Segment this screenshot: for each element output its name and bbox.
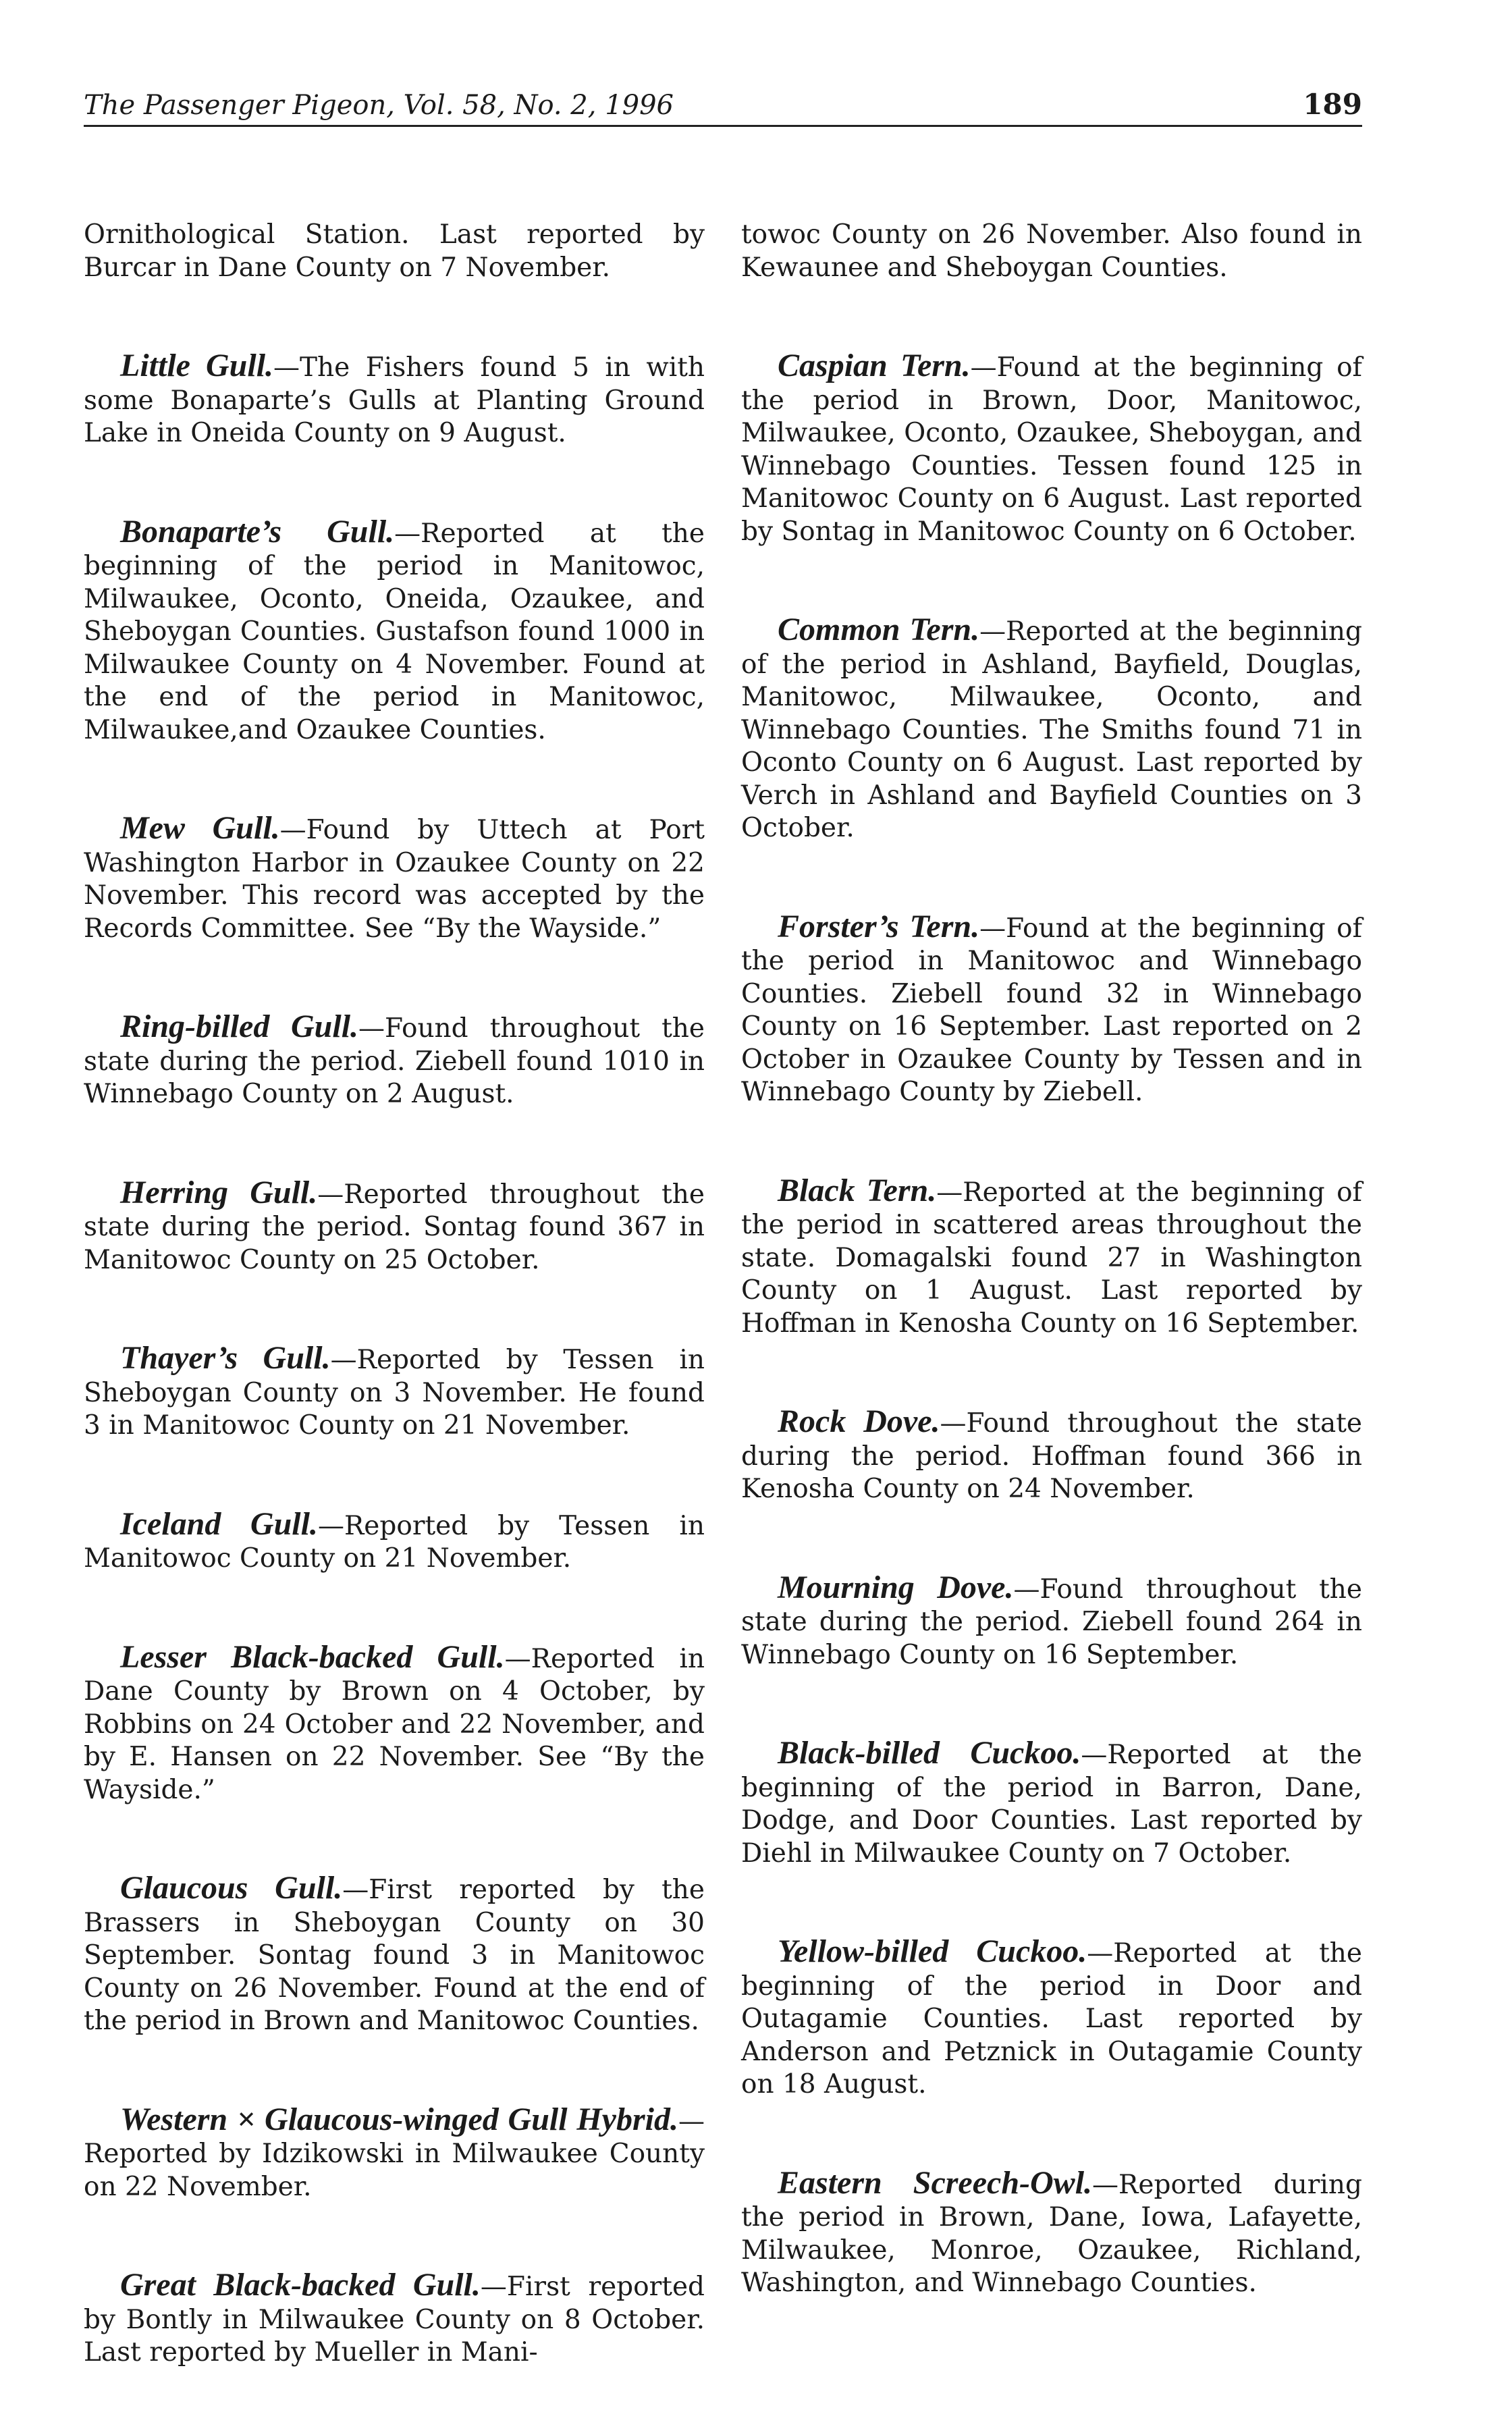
species-name: Ring-billed Gull.	[120, 1009, 359, 1044]
species-account: —Reported by Idzikowski in Milwaukee County on 22 November.	[84, 2106, 705, 2202]
species-account: —Reported by Tessen in Sheboygan County on 3 November. He found 3 in Manitowoc County on 21 November.	[84, 1345, 705, 1441]
species-entry	[741, 2164, 1362, 2300]
species-entry	[84, 1011, 705, 1111]
species-entry	[84, 812, 705, 945]
species-name: Black-billed Cuckoo.	[778, 1735, 1081, 1771]
species-entry	[84, 513, 705, 747]
journal-title: The Passenger Pigeon, Vol. 58, No. 2, 1996	[84, 90, 674, 121]
species-name: Herring Gull.	[120, 1174, 318, 1210]
species-name: Lesser Black-backed Gull.	[120, 1638, 505, 1675]
species-entry	[741, 1737, 1362, 1870]
species-name: Black Tern.	[778, 1172, 937, 1208]
species-name: Caspian Tern.	[778, 348, 971, 383]
species-account: —Found throughout the state during the period. Ziebell found 1010 in Winnebago County on 2 August.	[84, 1013, 705, 1109]
species-account: —Found at the beginning of the period in Brown, Door, Manitowoc, Milwaukee, Oconto, Ozaukee, Sheboygan, and Winnebago Counties. Tessen found 125 in Manitowoc County on 6 August. Last reported by Sontag in Manitowoc County on 6 October.	[741, 352, 1362, 547]
species-name: Great Black-backed Gull.	[120, 2267, 481, 2303]
left-column	[84, 219, 705, 2435]
species-account: —Found by Uttech at Port Washington Harbor in Ozaukee County on 22 November. This record was accepted by the Records Committee. See “By the Wayside.”	[84, 815, 705, 944]
species-account: —Reported throughout the state during the period. Sontag found 367 in Manitowoc County on 25 October.	[84, 1179, 705, 1275]
species-account: —Reported by Tessen in Manitowoc County on 21 November.	[84, 1510, 705, 1574]
species-entry	[84, 2101, 705, 2204]
running-header	[84, 82, 1362, 127]
species-entry	[84, 1872, 705, 2038]
species-account: —Reported during the period in Brown, Dane, Iowa, Lafayette, Milwaukee, Monroe, Ozaukee, Richland, Washington, and Winnebago Counties.	[741, 2169, 1362, 2298]
species-entry	[741, 908, 1363, 1109]
species-name: Bonaparte’s Gull.	[120, 513, 395, 550]
species-entry	[741, 350, 1362, 548]
species-account: —Found throughout the state during the period. Ziebell found 264 in Winnebago County on 16 September.	[741, 1574, 1362, 1670]
species-account: —The Fishers found 5 in with some Bonaparte’s Gulls at Planting Ground Lake in Oneida County on 9 August.	[84, 352, 705, 448]
species-account: —Reported at the beginning of the period in Door and Outagamie Counties. Last reported by Anderson and Petznick in Outagamie County on 18 August.	[741, 1938, 1362, 2099]
species-name: Yellow-billed Cuckoo.	[778, 1933, 1087, 1969]
continuation-paragraph: Ornithological Station. Last reported by Burcar in Dane County on 7 November.	[84, 219, 705, 283]
species-entry	[84, 1174, 705, 1277]
species-name: Rock Dove.	[778, 1403, 940, 1439]
species-entry	[741, 1569, 1362, 1672]
species-account: —Found throughout the state during the period. Hoffman found 366 in Kenosha County on 24 November.	[741, 1408, 1363, 1504]
species-account: —Found at the beginning of the period in Manitowoc and Winnebago Counties. Ziebell found 32 in Winnebago County on 16 September. Last reported on 2 October in Ozaukee County by Tessen and in Winnebago County by Ziebell.	[741, 913, 1363, 1107]
species-name: Little Gull.	[120, 348, 274, 383]
species-name: Western × Glaucous-winged Gull Hybrid.	[120, 2101, 678, 2137]
species-entry	[84, 1505, 705, 1576]
species-entry	[741, 1935, 1362, 2102]
species-entry	[741, 1172, 1362, 1341]
continuation-paragraph: towoc County on 26 November. Also found in Kewaunee and Sheboygan Counties.	[741, 219, 1362, 283]
species-entry	[84, 350, 705, 450]
species-account: —First reported by Bontly in Milwaukee County on 8 October. Last reported by Mueller in Mani-	[84, 2272, 705, 2367]
species-name: Forster’s Tern.	[778, 908, 980, 944]
species-entry	[84, 2269, 705, 2370]
species-account: —Reported at the beginning of the period in Ashland, Bayfield, Douglas, Manitowoc, Milwaukee, Oconto, and Winnebago Counties. The Smiths found 71 in Oconto County on 6 August. Last reported by Verch in Ashland and Bayfield Counties on 3 October.	[741, 616, 1362, 843]
species-account: —Reported in Dane County by Brown on 4 October, by Robbins on 24 October and 22 November, and by E. Hansen on 22 November. See “By the Wayside.”	[84, 1643, 705, 1805]
species-name: Glaucous Gull.	[120, 1870, 343, 1906]
page-number: 189	[1303, 88, 1362, 121]
species-entry	[741, 1403, 1363, 1506]
species-entry	[84, 1638, 705, 1807]
species-name: Iceland Gull.	[120, 1505, 318, 1542]
species-entry	[84, 1342, 705, 1443]
species-account: —Reported at the beginning of the period in Manitowoc, Milwaukee, Oconto, Oneida, Ozaukee, and Sheboygan Counties. Gustafson found 1000 in Milwaukee County on 4 November. Found at the end of the period in Manitowoc, Milwaukee,and Ozaukee Counties.	[84, 518, 705, 745]
species-account: —Reported at the beginning of the period in scattered areas throughout the state. Domagalski found 27 in Washington County on 1 August. Last reported by Hoffman in Kenosha County on 16 September.	[741, 1177, 1362, 1339]
species-name: Eastern Screech-Owl.	[778, 2164, 1093, 2201]
species-account: —First reported by the Brassers in Sheboygan County on 30 September. Sontag found 3 in Manitowoc County on 26 November. Found at the end of the period in Brown and Manitowoc Counties.	[84, 1875, 705, 2036]
species-entry	[741, 614, 1362, 845]
right-column	[741, 219, 1362, 2365]
species-name: Common Tern.	[778, 612, 980, 647]
species-name: Thayer’s Gull.	[120, 1340, 331, 1376]
species-name: Mourning Dove.	[778, 1569, 1014, 1605]
species-account: —Reported at the beginning of the period in Barron, Dane, Dodge, and Door Counties. Last reported by Diehl in Milwaukee County on 7 October.	[741, 1740, 1363, 1869]
species-name: Mew Gull.	[120, 810, 280, 846]
